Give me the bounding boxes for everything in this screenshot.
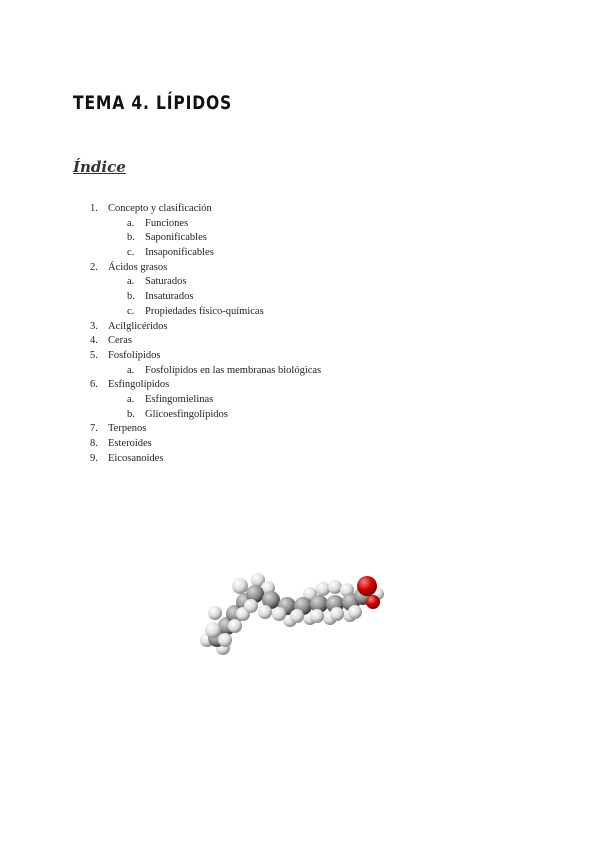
- hydrogen-atom: [232, 578, 248, 594]
- toc-item-number: b.: [127, 232, 135, 244]
- toc-item-number: 4.: [90, 335, 98, 347]
- toc-item: [90, 422, 510, 437]
- toc-item: [90, 437, 510, 452]
- toc-item-number: 2.: [90, 261, 98, 273]
- toc-item: [90, 246, 510, 261]
- toc-item-label: Saturados: [145, 276, 187, 288]
- toc-item-number: 6.: [90, 379, 98, 391]
- toc-item: [90, 408, 510, 423]
- toc-item-number: b.: [127, 291, 135, 303]
- oxygen-atom: [357, 576, 377, 596]
- toc-item-label: Concepto y clasificación: [108, 203, 212, 214]
- toc-item-label: Terpenos: [108, 423, 147, 435]
- toc-item: [90, 320, 510, 335]
- toc-item: [90, 261, 510, 276]
- toc-item-number: a.: [127, 364, 135, 376]
- hydrogen-atom: [258, 605, 272, 619]
- hydrogen-atom: [244, 599, 258, 613]
- toc-item-number: c.: [127, 305, 135, 317]
- table-of-contents: [90, 202, 510, 466]
- toc-item-label: Saponificables: [145, 232, 207, 244]
- toc-item-label: Ácidos grasos: [108, 261, 168, 273]
- hydrogen-atom: [348, 605, 362, 619]
- toc-item: [90, 393, 510, 408]
- toc-item: [90, 217, 510, 232]
- toc-item-label: Esfingomielinas: [145, 393, 214, 405]
- toc-item: [90, 349, 510, 364]
- hydrogen-atom: [310, 609, 324, 623]
- hydrogen-atom: [316, 582, 330, 596]
- toc-item-label: Fosfolípidos en las membranas biológicas: [145, 364, 322, 376]
- toc-item-number: 8.: [90, 438, 98, 449]
- toc-item: [90, 452, 510, 467]
- toc-item-number: a.: [127, 393, 135, 405]
- toc-item: [90, 275, 510, 290]
- toc-item-number: c.: [127, 247, 135, 259]
- toc-item: [90, 305, 510, 320]
- toc-item-label: Fosfolípidos: [108, 349, 161, 361]
- toc-item-label: Funciones: [145, 217, 189, 229]
- hydrogen-atom: [328, 580, 342, 594]
- toc-item-label: Propiedades físico-químicas: [145, 305, 264, 317]
- toc-item-label: Insaponificables: [145, 247, 214, 259]
- toc-item-number: a.: [127, 217, 135, 229]
- fatty-acid-molecule-image: [195, 568, 395, 668]
- toc-item-label: Insaturados: [145, 291, 194, 303]
- hydrogen-atom: [208, 606, 222, 620]
- hydrogen-atom: [228, 619, 242, 633]
- toc-item-label: Eicosanoides: [108, 452, 164, 464]
- toc-item-number: 5.: [90, 349, 98, 361]
- toc-item-label: Glicoesfingolípidos: [145, 408, 228, 420]
- toc-item: [90, 334, 510, 349]
- toc-item-label: Ceras: [108, 335, 132, 347]
- toc-item-number: 3.: [90, 320, 98, 332]
- hydrogen-atom: [218, 633, 232, 647]
- toc-item: [90, 378, 510, 393]
- index-heading: Índice: [73, 158, 126, 176]
- oxygen-atom: [366, 595, 380, 609]
- toc-item-number: 1.: [90, 203, 98, 214]
- toc-item-number: 9.: [90, 452, 98, 464]
- toc-item-label: Esteroides: [108, 438, 152, 449]
- hydrogen-atom: [272, 607, 286, 621]
- toc-item: [90, 364, 510, 379]
- toc-item-number: b.: [127, 408, 135, 420]
- toc-item-label: Esfingolípidos: [108, 379, 170, 391]
- toc-item: [90, 231, 510, 246]
- toc-item: [90, 290, 510, 305]
- page-title: TEMA 4. LÍPIDOS: [73, 92, 233, 114]
- toc-item: [90, 202, 510, 217]
- hydrogen-atom: [205, 622, 221, 638]
- hydrogen-atom: [290, 609, 304, 623]
- hydrogen-atom: [330, 607, 344, 621]
- toc-item-label: Acilglicéridos: [108, 320, 168, 332]
- toc-item-number: 7.: [90, 423, 98, 435]
- toc-item-number: a.: [127, 276, 135, 288]
